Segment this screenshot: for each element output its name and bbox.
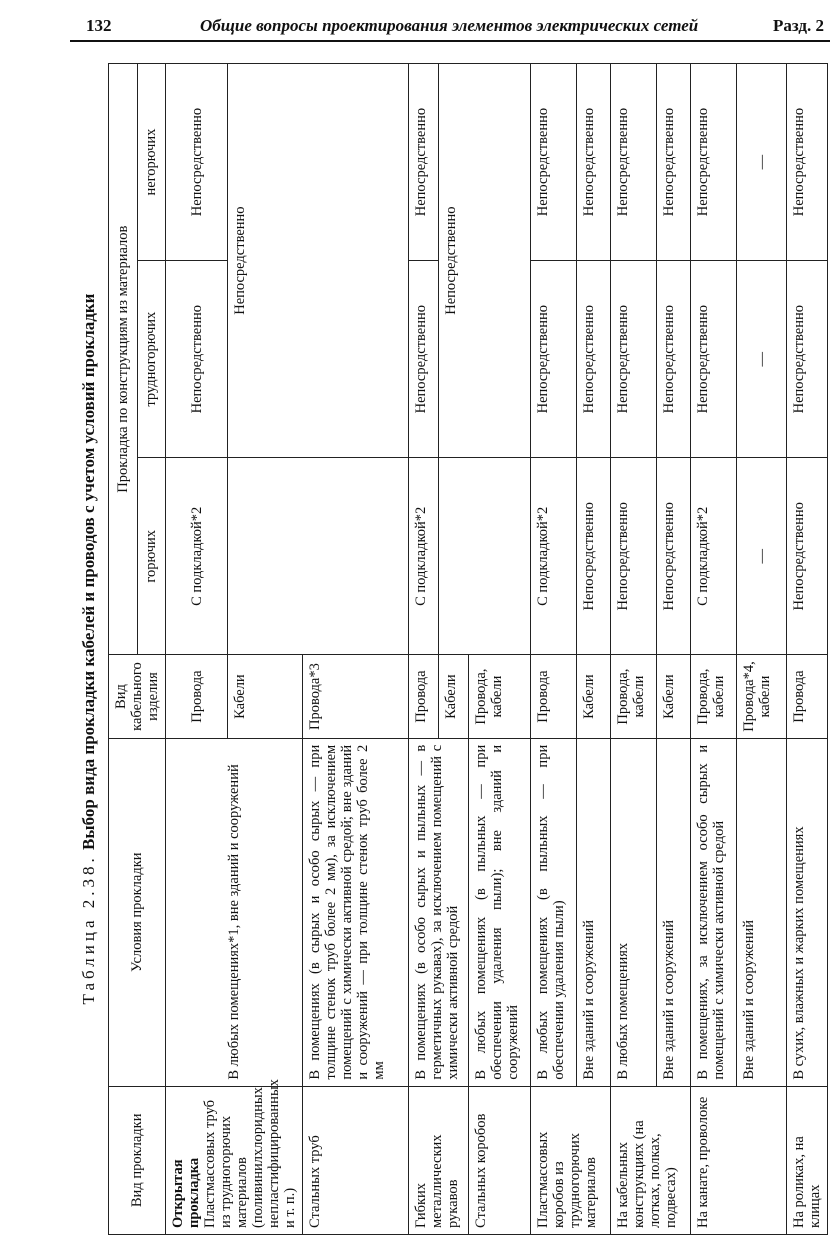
header-row bbox=[109, 64, 138, 1235]
merged-method-cell: Непосредственно bbox=[439, 64, 531, 458]
open-laying-heading: Открытая прокладка bbox=[170, 1157, 202, 1228]
table-row bbox=[691, 64, 737, 1235]
combustible-cell bbox=[228, 458, 409, 655]
product-cell: Провода bbox=[787, 655, 828, 738]
section-label: Разд. 2 bbox=[772, 16, 824, 35]
combustible-cell bbox=[439, 458, 531, 655]
conditions-cell: В любых помещениях (в пыльных — при обеспечении удаления пыли); вне зданий и сооружений bbox=[469, 738, 531, 1086]
conditions-cell: В помещениях (в сырых и особо сырых — при толщине стенок труб более 2 мм), за исключением помещений с химически активной средой; вне зданий и сооружений — при толщине стенок труб более 2 мм bbox=[303, 738, 409, 1086]
page-number: 132 bbox=[86, 16, 112, 35]
table-row bbox=[166, 64, 228, 1235]
type-cell: На кабельных конструкциях (на лотках, полках, подвесах) bbox=[611, 1086, 691, 1234]
product-cell: Провода, кабели bbox=[691, 655, 737, 738]
conditions-cell: Вне зданий и сооружений bbox=[657, 738, 691, 1086]
product-cell: Провода*3 bbox=[303, 655, 409, 738]
conditions-cell: В любых помещениях bbox=[611, 738, 657, 1086]
product-cell: Провода*4, кабели bbox=[737, 655, 787, 738]
noncombustible-cell: Непосредственно bbox=[787, 64, 828, 261]
table-caption bbox=[72, 63, 106, 1235]
hard-combustible-cell: Непосредственно bbox=[657, 261, 691, 458]
table-number: Таблица 2.38. bbox=[79, 854, 98, 1005]
hard-combustible-cell: Непосредственно bbox=[409, 261, 439, 458]
noncombustible-cell: Непосредственно bbox=[166, 64, 228, 261]
type-cell: На канате, проволоке bbox=[691, 1086, 787, 1234]
table-title: Выбор вида прокладки кабелей и проводов с учетом условий прокладки bbox=[79, 293, 98, 850]
conditions-cell: В любых помещениях (в пыльных — при обеспечении удаления пыли) bbox=[531, 738, 577, 1086]
hard-combustible-cell: Непосредственно bbox=[166, 261, 228, 458]
col-hard-combustible-header: трудногорючих bbox=[137, 261, 166, 458]
combustible-cell: Непосредственно bbox=[577, 458, 611, 655]
conditions-cell: В помещениях, за исключением особо сырых и помещений с химически активной средой bbox=[691, 738, 737, 1086]
type-text: Пластмассовых труб из трудногорючих материалов (поливинилхлоридных непластифицированных и т. п.) bbox=[202, 1079, 298, 1228]
conditions-cell: Вне зданий и сооружений bbox=[737, 738, 787, 1086]
noncombustible-cell: — bbox=[737, 64, 787, 261]
merged-method-cell: Непосредственно bbox=[228, 64, 409, 458]
cable-laying-table bbox=[108, 63, 828, 1235]
conditions-cell: В сухих, влажных и жарких помещениях bbox=[787, 738, 828, 1086]
noncombustible-cell: Непосредственно bbox=[691, 64, 737, 261]
table-row bbox=[409, 64, 439, 1235]
noncombustible-cell: Непосредственно bbox=[577, 64, 611, 261]
type-cell: На роликах, на клицах bbox=[787, 1086, 828, 1234]
col-product-header: Вид кабельного изделия bbox=[109, 655, 166, 738]
product-cell: Провода bbox=[531, 655, 577, 738]
hard-combustible-cell: Непосредственно bbox=[611, 261, 657, 458]
noncombustible-cell: Непосредственно bbox=[657, 64, 691, 261]
hard-combustible-cell: Непосредственно bbox=[531, 261, 577, 458]
combustible-cell: — bbox=[737, 458, 787, 655]
product-cell: Провода, кабели bbox=[611, 655, 657, 738]
col-type-header: Вид прокладки bbox=[109, 1086, 166, 1234]
product-cell: Провода, кабели bbox=[469, 655, 531, 738]
product-cell: Кабели bbox=[228, 655, 303, 738]
hard-combustible-cell: Непосредственно bbox=[691, 261, 737, 458]
table-row bbox=[737, 64, 787, 1235]
table-row bbox=[611, 64, 657, 1235]
type-cell: Стальных труб bbox=[303, 1086, 409, 1234]
hard-combustible-cell: Непосредственно bbox=[787, 261, 828, 458]
col-conditions-header: Условия прокладки bbox=[109, 738, 166, 1086]
page-header bbox=[70, 14, 830, 42]
combustible-cell: Непосредственно bbox=[611, 458, 657, 655]
conditions-cell: Вне зданий и сооружений bbox=[577, 738, 611, 1086]
combustible-cell: Непосредственно bbox=[787, 458, 828, 655]
product-cell: Кабели bbox=[657, 655, 691, 738]
product-cell: Кабели bbox=[439, 655, 469, 738]
type-cell bbox=[166, 1079, 303, 1234]
combustible-cell: С подкладкой*2 bbox=[691, 458, 737, 655]
noncombustible-cell: Непосредственно bbox=[531, 64, 577, 261]
type-cell: Гибких металлических рукавов bbox=[409, 1086, 469, 1234]
table-row bbox=[787, 64, 828, 1235]
combustible-cell: С подкладкой*2 bbox=[531, 458, 577, 655]
hard-combustible-cell: Непосредственно bbox=[577, 261, 611, 458]
rotated-table-page bbox=[72, 63, 834, 1235]
noncombustible-cell: Непосредственно bbox=[409, 64, 439, 261]
product-cell: Провода bbox=[166, 655, 228, 738]
type-cell: Стальных коробов bbox=[469, 1086, 531, 1234]
conditions-cell: В любых помещениях*1, вне зданий и сооружений bbox=[166, 738, 303, 1086]
combustible-cell: С подкладкой*2 bbox=[166, 458, 228, 655]
running-title: Общие вопросы проектирования элементов электрических сетей bbox=[200, 16, 699, 35]
product-cell: Кабели bbox=[577, 655, 611, 738]
combustible-cell: С подкладкой*2 bbox=[409, 458, 439, 655]
col-group-header: Прокладка по конструкциям из материалов bbox=[109, 64, 138, 655]
noncombustible-cell: Непосредственно bbox=[611, 64, 657, 261]
table-row bbox=[531, 64, 577, 1235]
col-noncombustible-header: негорючих bbox=[137, 64, 166, 261]
col-combustible-header: горючих bbox=[137, 458, 166, 655]
table-row bbox=[657, 64, 691, 1235]
table-row bbox=[577, 64, 611, 1235]
type-cell: Пластмассовых коробов из трудногорючих материалов bbox=[531, 1086, 611, 1234]
hard-combustible-cell: — bbox=[737, 261, 787, 458]
conditions-cell: В помещениях (в особо сырых и пыльных — в герметичных рукавах), за исключением помещений с химически активной средой bbox=[409, 738, 469, 1086]
product-cell: Провода bbox=[409, 655, 439, 738]
combustible-cell: Непосредственно bbox=[657, 458, 691, 655]
